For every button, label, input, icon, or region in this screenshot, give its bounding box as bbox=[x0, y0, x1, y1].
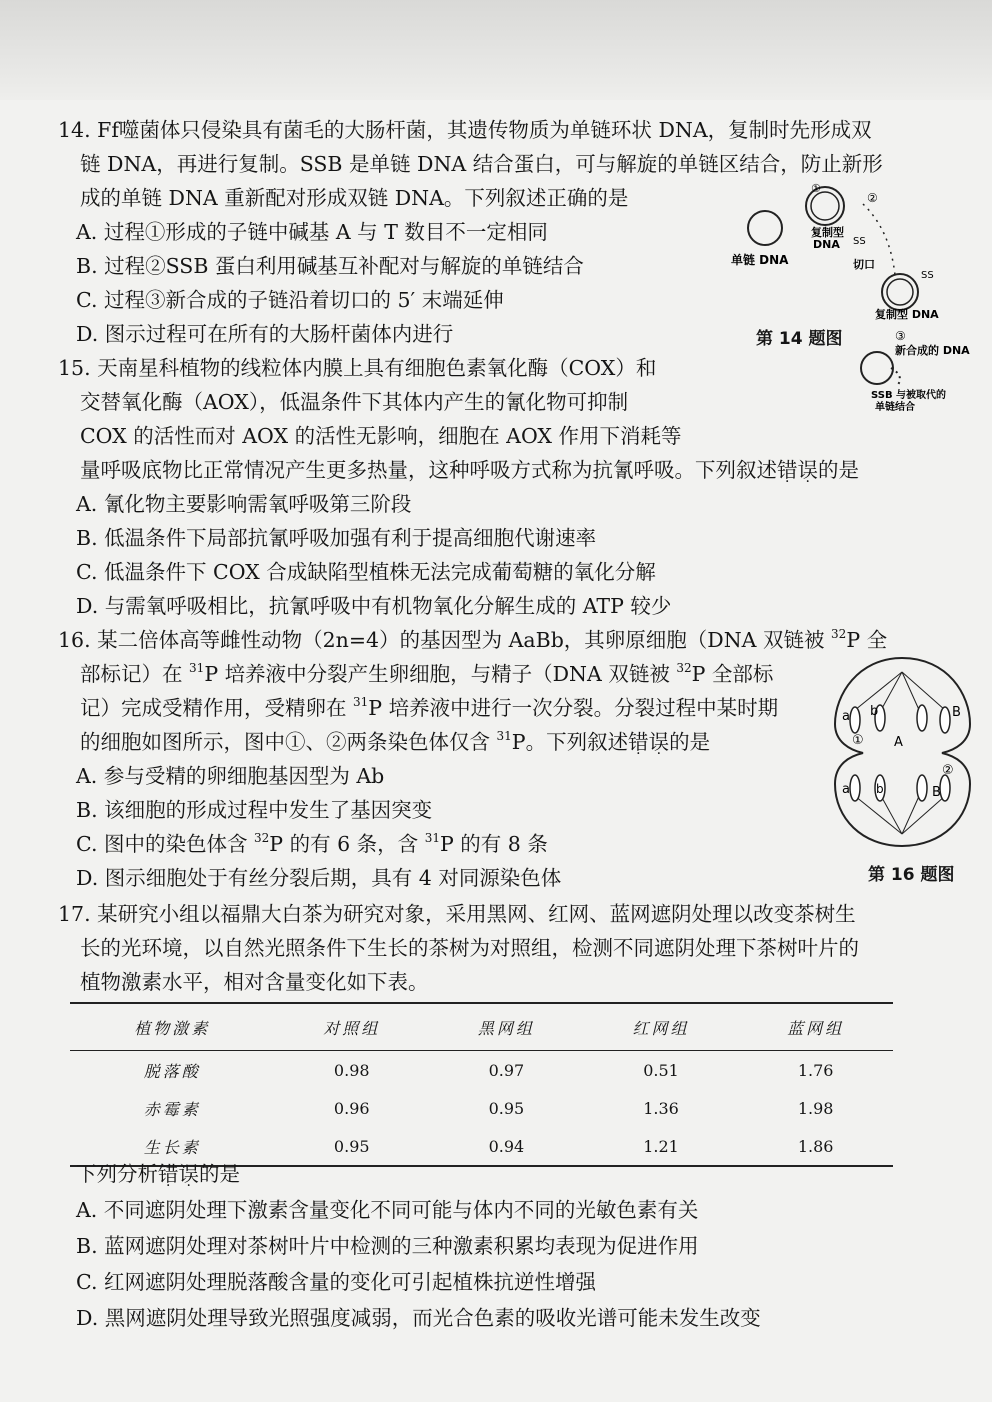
table-cell: 0.98 bbox=[333, 1060, 370, 1080]
table-row bbox=[70, 1089, 893, 1127]
ssb-label-2: 单链结合 bbox=[875, 402, 915, 413]
q17-stem-line1: 17. 某研究小组以福鼎大白茶为研究对象，采用黑网、红网、蓝网遮阴处理以改变茶树生 bbox=[58, 902, 856, 926]
scan-shadow bbox=[0, 0, 992, 100]
label-1: ① bbox=[852, 733, 864, 748]
single-dna-label: 单链 DNA bbox=[731, 253, 789, 267]
q15-option-d: D. 与需氧呼吸相比，抗氰呼吸中有机物氧化分解生成的 ATP 较少 bbox=[76, 594, 672, 618]
q16-option-d: D. 图示细胞处于有丝分裂后期，具有 4 对同源染色体 bbox=[76, 866, 562, 890]
q15-option-c: C. 低温条件下 COX 合成缺陷型植株无法完成葡萄糖的氧化分解 bbox=[76, 560, 656, 584]
nick-label: 切口 bbox=[853, 258, 875, 271]
gene-A: A bbox=[894, 735, 903, 750]
q15-stem-line1: 15. 天南星科植物的线粒体内膜上具有细胞色素氧化酶（COX）和 bbox=[58, 356, 657, 380]
q16-option-a: A. 参与受精的卵细胞基因型为 Ab bbox=[76, 764, 385, 788]
rep-dna-circle-inner bbox=[811, 192, 839, 220]
hormone-table bbox=[70, 1002, 893, 1167]
table-cell: 0.97 bbox=[488, 1060, 525, 1080]
table-cell: 生长素 bbox=[70, 1127, 274, 1166]
table-cell: 1.98 bbox=[797, 1098, 834, 1118]
ss-label: SS bbox=[853, 236, 866, 247]
gene-b: b bbox=[870, 704, 879, 719]
ss2-label: SS bbox=[921, 270, 934, 281]
new-dna-label: 新合成的 DNA bbox=[895, 344, 970, 357]
q17-option-a: A. 不同遮阴处理下激素含量变化不同可能与体内不同的光敏色素有关 bbox=[76, 1198, 699, 1222]
header-black: 黑网组 bbox=[429, 1003, 584, 1051]
table-cell: 1.76 bbox=[797, 1060, 834, 1080]
cell-outline bbox=[835, 658, 970, 846]
q15-stem-line3: COX 的活性而对 AOX 的活性无影响，细胞在 AOX 作用下消耗等 bbox=[80, 424, 682, 448]
gene-a2: a bbox=[842, 782, 850, 797]
gene-a: a bbox=[842, 709, 850, 724]
q14-option-c: C. 过程③新合成的子链沿着切口的 5′ 末端延伸 bbox=[76, 288, 504, 312]
q17-option-d: D. 黑网遮阴处理导致光照强度减弱，而光合色素的吸收光谱可能未发生改变 bbox=[76, 1306, 761, 1330]
q16-option-b: B. 该细胞的形成过程中发生了基因突变 bbox=[76, 798, 433, 822]
ssb-label-1: SSB 与被取代的 bbox=[871, 390, 947, 401]
q16-stem-line4: 的细胞如图所示，图中①、②两条染色体仅含 $^{31}$P。下列叙述错误的是 bbox=[80, 729, 711, 754]
q14-option-d: D. 图示过程可在所有的大肠杆菌体内进行 bbox=[76, 322, 454, 346]
table-cell: 0.51 bbox=[643, 1060, 679, 1080]
spindle-bottom bbox=[855, 794, 945, 834]
mark-2: ② bbox=[867, 191, 878, 205]
gene-B: B bbox=[952, 705, 961, 720]
rep-dna-label: 复制型 bbox=[811, 226, 844, 239]
single-dna-circle bbox=[748, 211, 782, 245]
q16-stem-line2: 部标记）在 $^{31}$P 培养液中分裂产生卵细胞，与精子（DNA 双链被 $^{32}$P 全部标 bbox=[80, 661, 774, 686]
q14-figure bbox=[725, 180, 985, 420]
header-hormone: 植物激素 bbox=[70, 1003, 274, 1051]
table-header-row bbox=[70, 1003, 893, 1051]
q17-option-c: C. 红网遮阴处理脱落酸含量的变化可引起植株抗逆性增强 bbox=[76, 1270, 596, 1294]
q16-figure bbox=[830, 650, 975, 855]
rep-dna-b-inner bbox=[887, 279, 913, 305]
gene-B2: B bbox=[932, 785, 941, 800]
q16-figure-caption: 第 16 题图 bbox=[868, 865, 955, 885]
q14-stem-line3: 成的单链 DNA 重新配对形成双链 DNA。下列叙述正确的是 bbox=[80, 186, 629, 210]
q15-stem-line2: 交替氧化酶（AOX），低温条件下其体内产生的氰化物可抑制 bbox=[80, 390, 629, 414]
table-cell: 赤霉素 bbox=[143, 1099, 201, 1119]
q17-prompt: 下列分析错误的是 bbox=[76, 1162, 240, 1186]
table-cell: 0.96 bbox=[333, 1098, 370, 1118]
mark-3: ③ bbox=[895, 329, 906, 343]
q14-stem-line1: 14. Ff噬菌体只侵染具有菌毛的大肠杆菌，其遗传物质为单链环状 DNA，复制时先形成双 bbox=[58, 118, 872, 142]
mark-1: ① bbox=[811, 182, 821, 195]
table-cell: 0.94 bbox=[429, 1127, 584, 1166]
table-cell: 0.95 bbox=[488, 1098, 525, 1118]
q14-stem-line2: 链 DNA，再进行复制。SSB 是单链 DNA 结合蛋白，可与解旋的单链区结合，防止新形 bbox=[80, 152, 883, 176]
table-cell: 脱落酸 bbox=[143, 1061, 201, 1081]
q15-option-b: B. 低温条件下局部抗氰呼吸加强有利于提高细胞代谢速率 bbox=[76, 526, 597, 550]
header-blue: 蓝网组 bbox=[738, 1003, 893, 1051]
rep-dna-b-label: 复制型 DNA bbox=[875, 308, 939, 321]
q17-stem-line2: 长的光环境，以自然光照条件下生长的茶树为对照组，检测不同遮阴处理下茶树叶片的 bbox=[80, 936, 859, 960]
q15-option-a: A. 氰化物主要影响需氧呼吸第三阶段 bbox=[76, 492, 412, 516]
header-control: 对照组 bbox=[274, 1003, 429, 1051]
q16-stem-line3: 记）完成受精作用，受精卵在 $^{31}$P 培养液中进行一次分裂。分裂过程中某时期 bbox=[80, 695, 779, 720]
q17-option-b: B. 蓝网遮阴处理对茶树叶片中检测的三种激素积累均表现为促进作用 bbox=[76, 1234, 699, 1258]
spindle-top bbox=[855, 672, 945, 712]
q14-figure-caption: 第 14 题图 bbox=[756, 329, 843, 349]
q15-stem-line4: 量呼吸底物比正常情况产生更多热量，这种呼吸方式称为抗氰呼吸。下列叙述错误的是 bbox=[80, 458, 859, 482]
table-cell: 1.21 bbox=[584, 1127, 739, 1166]
table-cell: 1.86 bbox=[738, 1127, 893, 1166]
q17-stem-line3: 植物激素水平，相对含量变化如下表。 bbox=[80, 970, 429, 994]
q16-stem-line1: 16. 某二倍体高等雌性动物（2n=4）的基因型为 AaBb，其卵原细胞（DNA 双链被 $^{32}$P 全 bbox=[58, 627, 888, 652]
header-red: 红网组 bbox=[584, 1003, 739, 1051]
new-dna-circle bbox=[861, 352, 893, 384]
rep-dna-label-2: DNA bbox=[813, 238, 840, 251]
q14-option-b: B. 过程②SSB 蛋白利用碱基互补配对与解旋的单链结合 bbox=[76, 254, 584, 278]
label-2: ② bbox=[942, 763, 954, 778]
table-row bbox=[70, 1051, 893, 1090]
table-cell: 0.95 bbox=[274, 1127, 429, 1166]
q16-option-c: C. 图中的染色体含 $^{32}$P 的有 6 条，含 $^{31}$P 的有 8 条 bbox=[76, 831, 548, 856]
table-cell: 1.36 bbox=[643, 1098, 679, 1118]
gene-b2: b bbox=[876, 782, 884, 796]
chromosomes-top bbox=[850, 705, 950, 733]
q14-option-a: A. 过程①形成的子链中碱基 A 与 T 数目不一定相同 bbox=[76, 220, 548, 244]
